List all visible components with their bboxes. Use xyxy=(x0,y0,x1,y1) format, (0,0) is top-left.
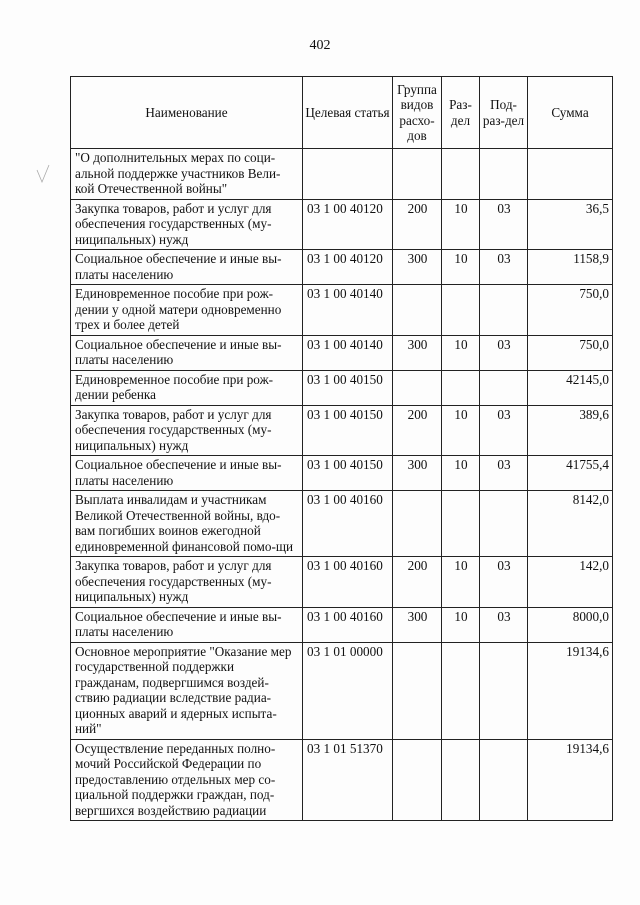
cell-section xyxy=(442,739,480,821)
cell-target-article: 03 1 00 40160 xyxy=(303,607,393,642)
cell-name: Единовременное пособие при рож-дении у одной матери одновременно трех и более детей xyxy=(71,285,303,336)
budget-table xyxy=(70,76,613,821)
cell-subsection: 03 xyxy=(480,607,528,642)
header-name: Наименование xyxy=(71,77,303,149)
cell-name: Закупка товаров, работ и услуг для обеспечения государственных (му-ниципальных) нужд xyxy=(71,405,303,456)
header-subsection: Под-раз-дел xyxy=(480,77,528,149)
cell-section: 10 xyxy=(442,199,480,250)
cell-sum: 8142,0 xyxy=(528,491,613,557)
cell-target-article: 03 1 00 40160 xyxy=(303,557,393,608)
cell-sum xyxy=(528,149,613,200)
cell-name: Закупка товаров, работ и услуг для обеспечения государственных (му-ниципальных) нужд xyxy=(71,199,303,250)
cell-section: 10 xyxy=(442,557,480,608)
cell-sum: 19134,6 xyxy=(528,739,613,821)
cell-subsection: 03 xyxy=(480,557,528,608)
table-row xyxy=(71,250,613,285)
cell-section xyxy=(442,642,480,739)
cell-expense-group: 200 xyxy=(393,199,442,250)
cell-target-article: 03 1 00 40150 xyxy=(303,456,393,491)
cell-sum: 8000,0 xyxy=(528,607,613,642)
cell-section xyxy=(442,370,480,405)
cell-subsection xyxy=(480,739,528,821)
cell-target-article: 03 1 01 51370 xyxy=(303,739,393,821)
cell-name: Социальное обеспечение и иные вы-платы населению xyxy=(71,335,303,370)
cell-section: 10 xyxy=(442,335,480,370)
cell-sum: 142,0 xyxy=(528,557,613,608)
cell-target-article: 03 1 00 40160 xyxy=(303,491,393,557)
cell-name: Закупка товаров, работ и услуг для обеспечения государственных (му-ниципальных) нужд xyxy=(71,557,303,608)
table-row xyxy=(71,285,613,336)
cell-name: Выплата инвалидам и участникам Великой Отечественной войны, вдо-вам погибших воинов ежегодной единовременной финансовой помо-щи xyxy=(71,491,303,557)
cell-expense-group: 200 xyxy=(393,405,442,456)
cell-section xyxy=(442,149,480,200)
cell-subsection: 03 xyxy=(480,456,528,491)
cell-subsection xyxy=(480,285,528,336)
table-row xyxy=(71,491,613,557)
table-row xyxy=(71,607,613,642)
cell-target-article: 03 1 00 40150 xyxy=(303,405,393,456)
cell-expense-group xyxy=(393,370,442,405)
cell-section: 10 xyxy=(442,405,480,456)
cell-expense-group: 300 xyxy=(393,335,442,370)
cell-target-article xyxy=(303,149,393,200)
table-row xyxy=(71,149,613,200)
margin-check-mark xyxy=(36,164,50,184)
cell-target-article: 03 1 00 40150 xyxy=(303,370,393,405)
cell-sum: 19134,6 xyxy=(528,642,613,739)
cell-sum: 41755,4 xyxy=(528,456,613,491)
cell-sum: 36,5 xyxy=(528,199,613,250)
cell-expense-group xyxy=(393,285,442,336)
cell-section xyxy=(442,285,480,336)
cell-name: Социальное обеспечение и иные вы-платы населению xyxy=(71,250,303,285)
cell-section: 10 xyxy=(442,607,480,642)
table-row xyxy=(71,642,613,739)
header-target-article: Целевая статья xyxy=(303,77,393,149)
cell-expense-group xyxy=(393,739,442,821)
cell-expense-group: 200 xyxy=(393,557,442,608)
cell-name: Основное мероприятие "Оказание мер государственной поддержки гражданам, подвергшимся воздей-ствию радиации вследствие радиа-ционных аварий и ядерных испыта-ний" xyxy=(71,642,303,739)
cell-expense-group: 300 xyxy=(393,250,442,285)
cell-expense-group xyxy=(393,491,442,557)
cell-sum: 750,0 xyxy=(528,285,613,336)
cell-expense-group xyxy=(393,149,442,200)
cell-subsection xyxy=(480,642,528,739)
table-header-row xyxy=(71,77,613,149)
table-row xyxy=(71,739,613,821)
cell-subsection xyxy=(480,370,528,405)
table-row xyxy=(71,456,613,491)
cell-name: "О дополнительных мерах по соци-альной поддержке участников Вели-кой Отечественной войны" xyxy=(71,149,303,200)
cell-expense-group: 300 xyxy=(393,456,442,491)
page-number: 402 xyxy=(309,38,331,53)
cell-name: Социальное обеспечение и иные вы-платы населению xyxy=(71,607,303,642)
cell-name: Социальное обеспечение и иные вы-платы населению xyxy=(71,456,303,491)
cell-target-article: 03 1 00 40140 xyxy=(303,335,393,370)
cell-name: Единовременное пособие при рож-дении ребенка xyxy=(71,370,303,405)
cell-sum: 42145,0 xyxy=(528,370,613,405)
cell-target-article: 03 1 00 40120 xyxy=(303,250,393,285)
cell-subsection: 03 xyxy=(480,250,528,285)
cell-expense-group: 300 xyxy=(393,607,442,642)
cell-sum: 750,0 xyxy=(528,335,613,370)
table-row xyxy=(71,199,613,250)
header-sum: Сумма xyxy=(528,77,613,149)
table-row xyxy=(71,557,613,608)
cell-target-article: 03 1 01 00000 xyxy=(303,642,393,739)
cell-subsection: 03 xyxy=(480,335,528,370)
cell-section: 10 xyxy=(442,250,480,285)
cell-expense-group xyxy=(393,642,442,739)
cell-subsection xyxy=(480,149,528,200)
table-row xyxy=(71,370,613,405)
table-row xyxy=(71,405,613,456)
cell-subsection xyxy=(480,491,528,557)
cell-subsection: 03 xyxy=(480,199,528,250)
cell-section xyxy=(442,491,480,557)
header-section: Раз-дел xyxy=(442,77,480,149)
cell-target-article: 03 1 00 40120 xyxy=(303,199,393,250)
header-expense-group: Группа видов расхо-дов xyxy=(393,77,442,149)
cell-target-article: 03 1 00 40140 xyxy=(303,285,393,336)
cell-subsection: 03 xyxy=(480,405,528,456)
cell-sum: 1158,9 xyxy=(528,250,613,285)
cell-name: Осуществление переданных полно-мочий Российской Федерации по предоставлению отдельных мер со-циальной поддержки граждан, под-вергшихся воздействию радиации xyxy=(71,739,303,821)
cell-section: 10 xyxy=(442,456,480,491)
table-row xyxy=(71,335,613,370)
cell-sum: 389,6 xyxy=(528,405,613,456)
